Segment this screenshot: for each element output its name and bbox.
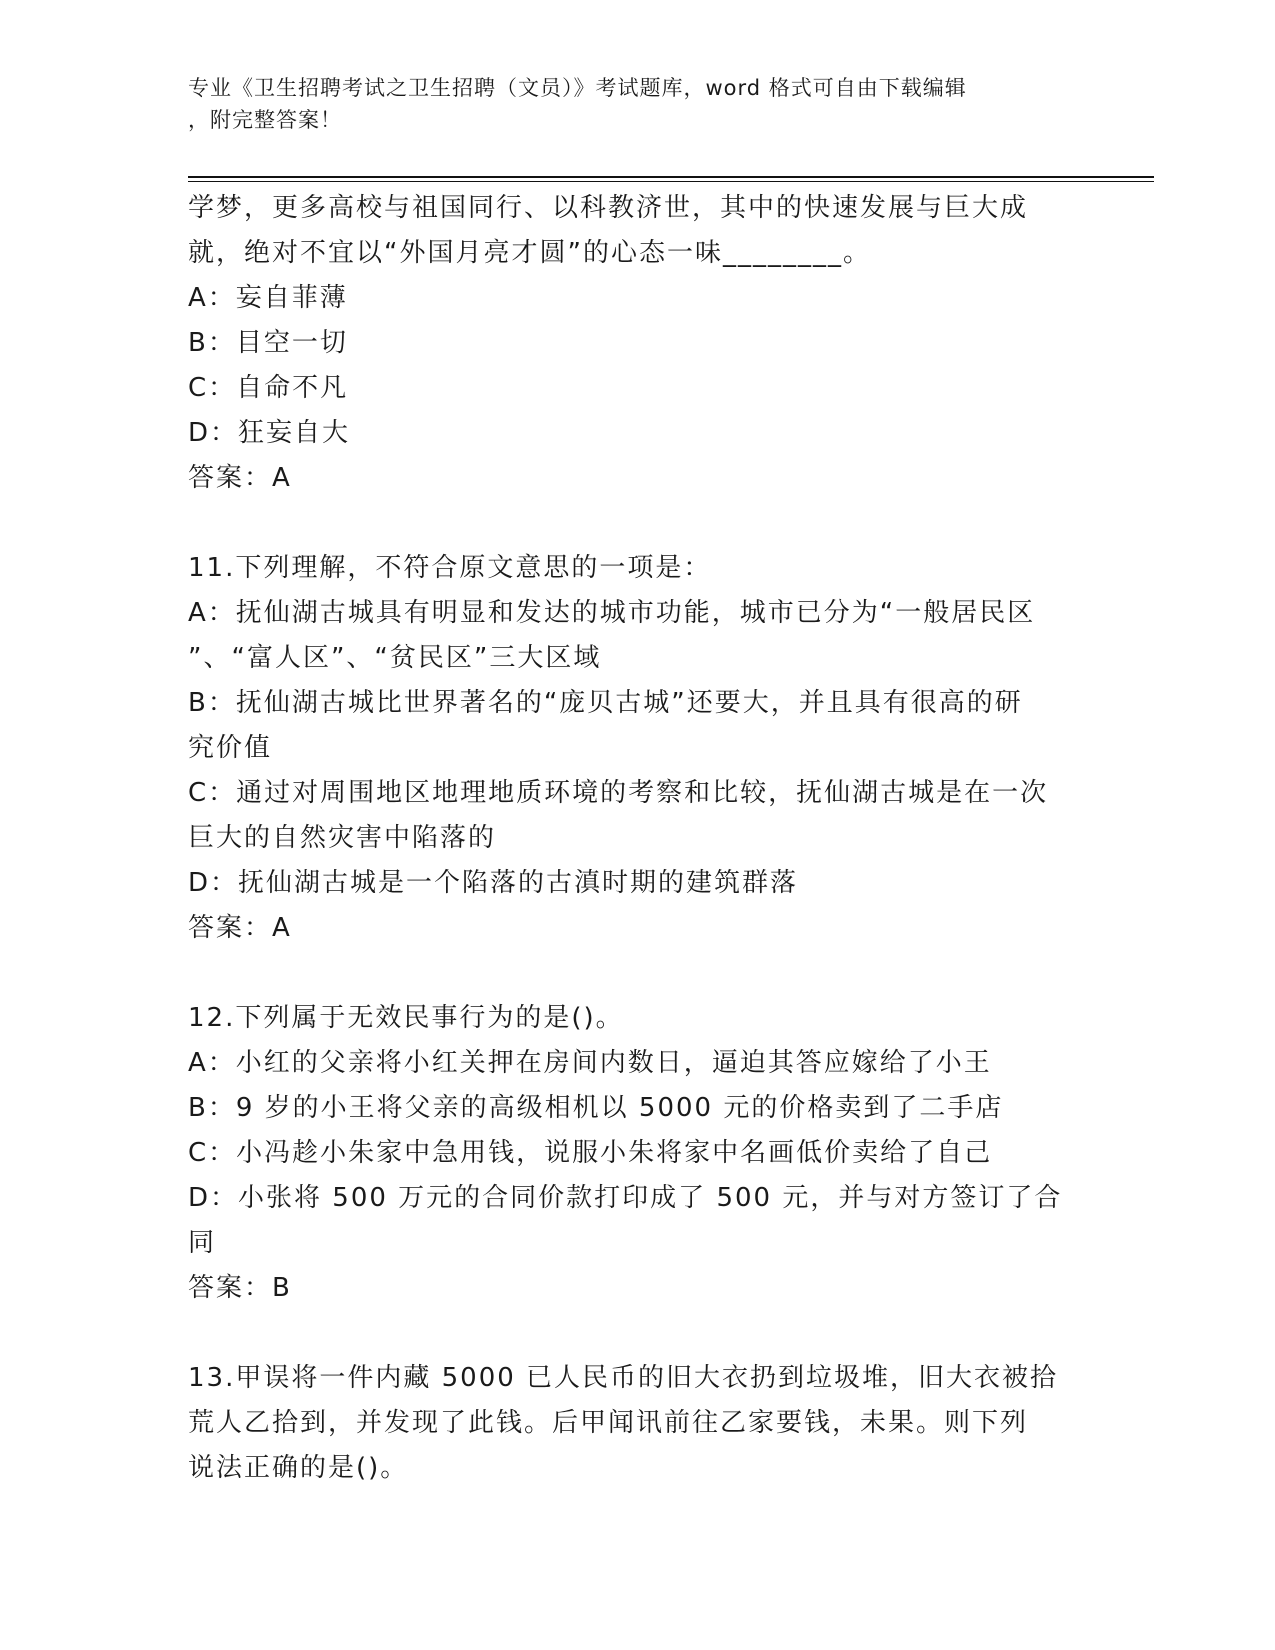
question-stem: 12.下列属于无效民事行为的是()。: [188, 1003, 624, 1033]
header-line-1: 专业《卫生招聘考试之卫生招聘（文员）》考试题库，word 格式可自由下载编辑: [188, 76, 967, 100]
option-a-line-2: ”、“富人区”、“贫民区”三大区域: [188, 643, 602, 673]
question-stem-line: 13.甲误将一件内藏 5000 已人民币的旧大衣扔到垃圾堆，旧大衣被拾: [188, 1363, 1059, 1393]
option-c: C：自命不凡: [188, 373, 349, 403]
spacer: [188, 951, 1088, 996]
option-c: C：小冯趁小朱家中急用钱，说服小朱将家中名画低价卖给了自己: [188, 1138, 993, 1168]
question-10: [188, 186, 1088, 501]
question-11: [188, 546, 1088, 951]
question-12: [188, 996, 1088, 1311]
document-header: [188, 72, 1068, 136]
document-body: [188, 186, 1088, 1491]
option-c-line-1: C：通过对周围地区地理地质环境的考察和比较，抚仙湖古城是在一次: [188, 778, 1049, 808]
option-b: B：9 岁的小王将父亲的高级相机以 5000 元的价格卖到了二手店: [188, 1093, 1004, 1123]
header-rule-thin: [188, 181, 1154, 182]
question-stem-line: 就，绝对不宜以“外国月亮才圆”的心态一味________。: [188, 238, 871, 268]
option-a: A：妄自菲薄: [188, 283, 348, 313]
option-c-line-2: 巨大的自然灾害中陷落的: [188, 823, 497, 853]
answer-line: 答案：A: [188, 463, 292, 493]
header-rule-thick: [188, 176, 1154, 178]
option-d: D：小张将 500 万元的合同价款打印成了 500 元，并与对方签订了合同: [188, 1183, 1063, 1258]
answer-line: 答案：A: [188, 913, 292, 943]
option-b-line-1: B：抚仙湖古城比世界著名的“庞贝古城”还要大，并且具有很高的研: [188, 688, 1023, 718]
question-stem: 11.下列理解，不符合原文意思的一项是：: [188, 553, 712, 583]
option-b: B：目空一切: [188, 328, 348, 358]
question-stem-line: 荒人乙拾到，并发现了此钱。后甲闻讯前往乙家要钱，未果。则下列: [188, 1408, 1029, 1438]
option-a-line-1: A：抚仙湖古城具有明显和发达的城市功能，城市已分为“一般居民区: [188, 598, 1036, 628]
option-a: A：小红的父亲将小红关押在房间内数日，逼迫其答应嫁给了小王: [188, 1048, 992, 1078]
option-d: D：狂妄自大: [188, 418, 351, 448]
header-line-2: ，附完整答案！: [188, 108, 342, 132]
spacer: [188, 1311, 1088, 1356]
question-stem-line: 学梦，更多高校与祖国同行、以科教济世，其中的快速发展与巨大成: [188, 193, 1029, 223]
question-stem-line: 说法正确的是()。: [188, 1453, 409, 1483]
spacer: [188, 501, 1088, 546]
option-d: D：抚仙湖古城是一个陷落的古滇时期的建筑群落: [188, 868, 799, 898]
answer-line: 答案：B: [188, 1273, 292, 1303]
question-13: [188, 1356, 1088, 1491]
option-b-line-2: 究价值: [188, 733, 273, 763]
